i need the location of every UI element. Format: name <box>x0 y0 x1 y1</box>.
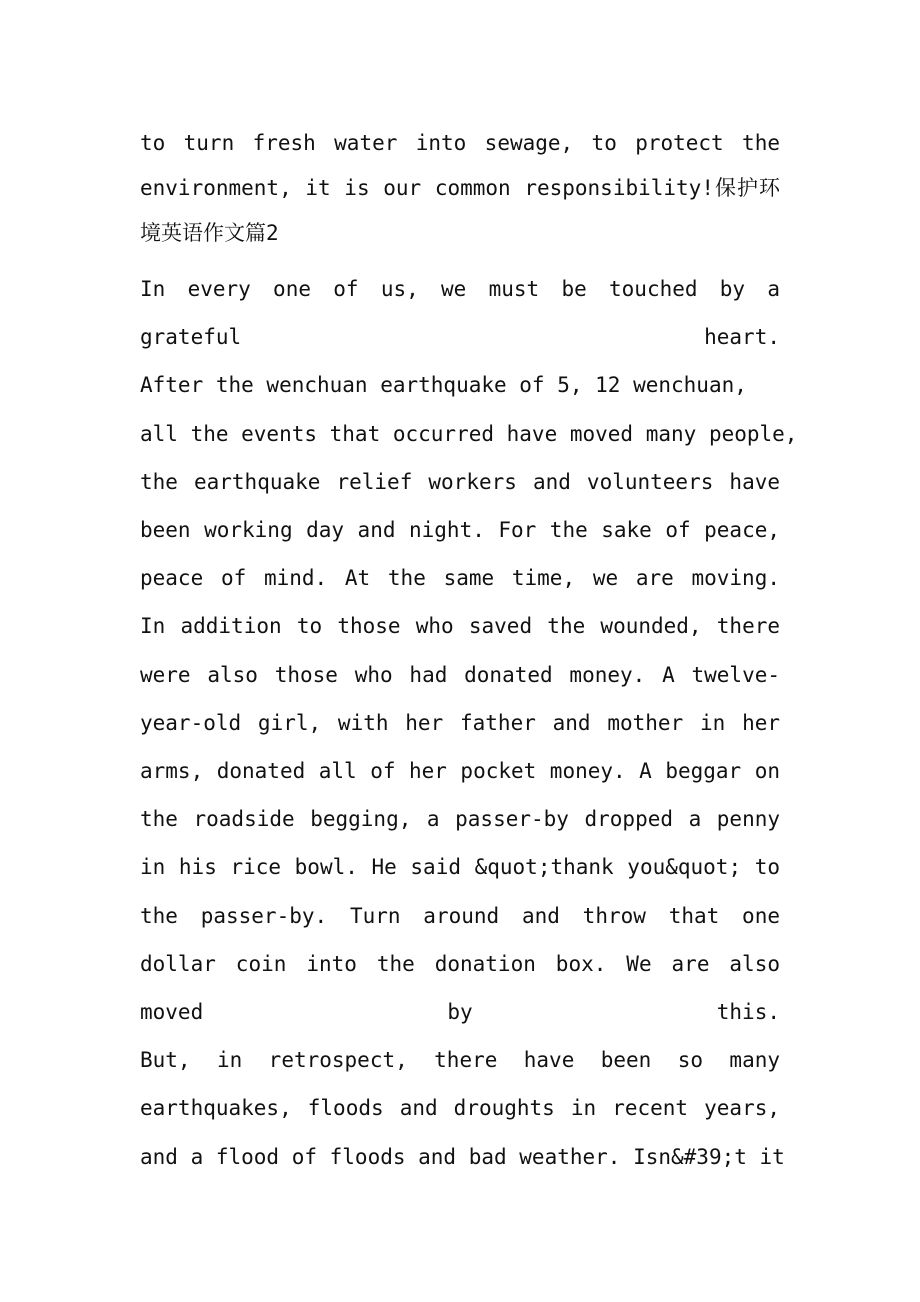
text-line: the roadside begging, a passer-by dropped a penny <box>140 807 780 832</box>
text-line: In addition to those who saved the wounded, there <box>140 614 780 639</box>
text-line: moved by this. <box>140 1000 780 1025</box>
text-line: In every one of us, we must be touched by a <box>140 277 780 301</box>
text-line: to turn fresh water into sewage, to protect the <box>140 131 780 155</box>
text-line: peace of mind. At the same time, we are moving. <box>140 566 780 591</box>
text-line: environment, it is our common responsibility!保护环 <box>140 176 780 200</box>
text-line: in his rice bowl. He said &quot;thank you&quot; to <box>140 855 780 880</box>
paragraph-1 <box>140 121 780 256</box>
text-line: grateful heart. <box>140 325 780 350</box>
text-line: the passer-by. Turn around and throw that one <box>140 903 780 928</box>
text-line: the earthquake relief workers and volunteers have <box>140 469 780 494</box>
text-line: After the wenchuan earthquake of 5, 12 wenchuan, <box>140 373 747 398</box>
text-line: arms, donated all of her pocket money. A beggar on <box>140 759 780 784</box>
section-heading: 境英语作文篇2 <box>140 221 279 245</box>
text-line: earthquakes, floods and droughts in recent years, <box>140 1096 780 1121</box>
text-line: But, in retrospect, there have been so many <box>140 1048 780 1073</box>
text-line: been working day and night. For the sake of peace, <box>140 518 780 543</box>
paragraph-2 <box>140 265 798 1181</box>
text-line: dollar coin into the donation box. We are also <box>140 951 780 976</box>
text-line: all the events that occurred have moved many people, <box>140 421 798 446</box>
text-line: were also those who had donated money. A twelve- <box>140 662 780 687</box>
text-line: and a flood of floods and bad weather. Isn&#39;t it <box>140 1144 785 1169</box>
text-line: year-old girl, with her father and mother in her <box>140 710 780 735</box>
